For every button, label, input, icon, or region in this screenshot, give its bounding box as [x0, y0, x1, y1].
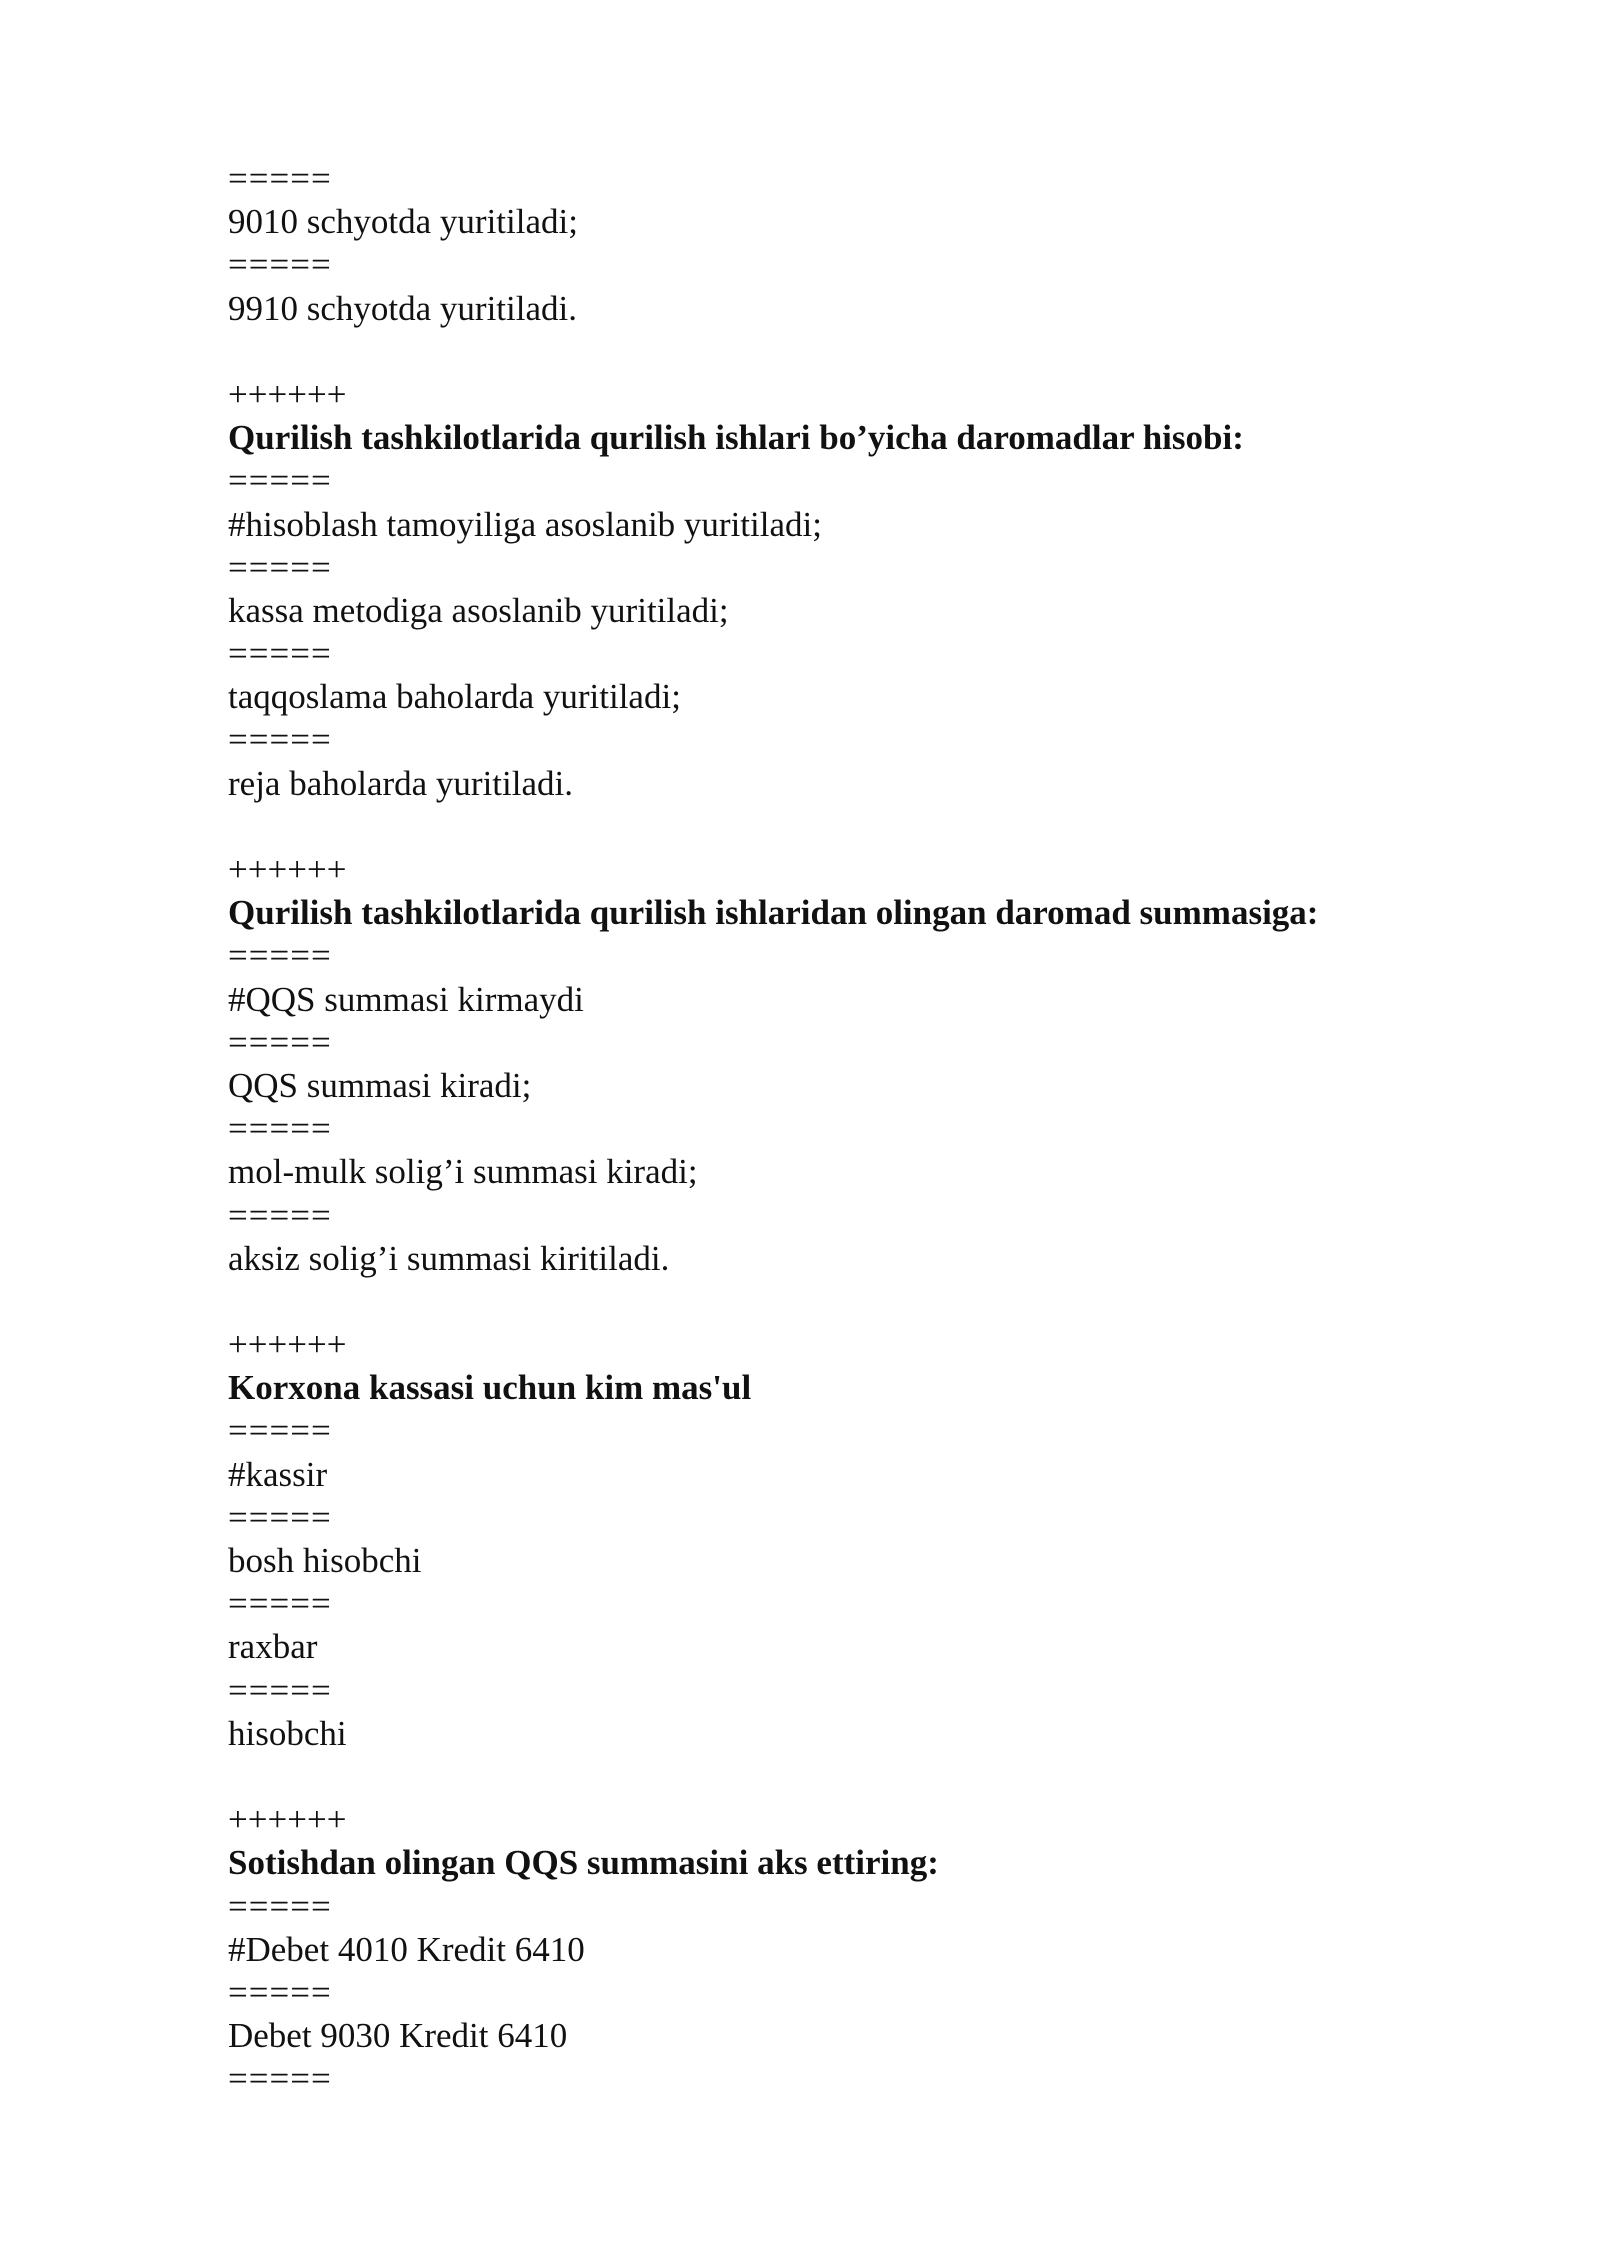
spacer	[228, 1755, 1468, 1798]
intro-block	[228, 157, 1468, 330]
answer-option: #kassir	[228, 1454, 328, 1494]
question-marker: ++++++	[228, 1800, 347, 1840]
answer-option: QQS summasi kiradi;	[228, 1065, 532, 1105]
separator: =====	[228, 1670, 332, 1710]
question-block	[228, 1798, 1468, 2100]
spacer	[228, 1280, 1468, 1323]
question-marker: ++++++	[228, 374, 347, 414]
answer-option: 9910 schyotda yuritiladi.	[228, 288, 577, 328]
separator: =====	[228, 1972, 332, 2012]
answer-option: mol-mulk solig’i summasi kiradi;	[228, 1152, 698, 1192]
answer-option: kassa metodiga asoslanib yuritiladi;	[228, 590, 729, 630]
answer-option: #Debet 4010 Kredit 6410	[228, 1929, 585, 1969]
separator: =====	[228, 1109, 332, 1149]
answer-option: reja baholarda yuritiladi.	[228, 763, 573, 803]
separator: =====	[228, 1022, 332, 1062]
separator: =====	[228, 1195, 332, 1235]
answer-option: raxbar	[228, 1627, 318, 1667]
separator: =====	[228, 245, 332, 285]
question-marker: ++++++	[228, 850, 347, 889]
answer-option: #QQS summasi kirmaydi	[228, 979, 584, 1019]
answer-option: 9010 schyotda yuritiladi;	[228, 202, 578, 242]
document-page	[228, 157, 1468, 2100]
separator: =====	[228, 2059, 332, 2099]
separator: =====	[228, 936, 332, 976]
spacer	[228, 330, 1468, 373]
answer-option: #hisoblash tamoyiliga asoslanib yuritiladi;	[228, 504, 822, 544]
question-text: Korxona kassasi uchun kim mas'ul	[228, 1368, 752, 1408]
answer-option: Debet 9030 Kredit 6410	[228, 2016, 568, 2056]
separator: =====	[228, 1584, 332, 1624]
separator: =====	[228, 547, 332, 587]
separator: =====	[228, 1497, 332, 1537]
separator: =====	[228, 1411, 332, 1451]
question-marker: ++++++	[228, 1325, 347, 1365]
separator: =====	[228, 720, 332, 760]
question-text: Sotishdan olingan QQS summasini aks ettiring:	[228, 1843, 939, 1883]
question-text: Qurilish tashkilotlarida qurilish ishlari bo’yicha daromadlar hisobi:	[228, 418, 1244, 458]
separator: =====	[228, 634, 332, 674]
question-block	[228, 1323, 1468, 1755]
separator: =====	[228, 1886, 332, 1926]
answer-option: hisobchi	[228, 1713, 347, 1753]
question-block	[228, 848, 1468, 1280]
separator: =====	[228, 461, 332, 501]
separator: =====	[228, 159, 332, 198]
answer-option: bosh hisobchi	[228, 1541, 422, 1580]
answer-option: taqqoslama baholarda yuritiladi;	[228, 677, 681, 717]
question-text: Qurilish tashkilotlarida qurilish ishlaridan olingan daromad summasiga:	[228, 893, 1319, 933]
spacer	[228, 805, 1468, 848]
question-block	[228, 373, 1468, 805]
answer-option: aksiz solig’i summasi kiritiladi.	[228, 1238, 670, 1278]
